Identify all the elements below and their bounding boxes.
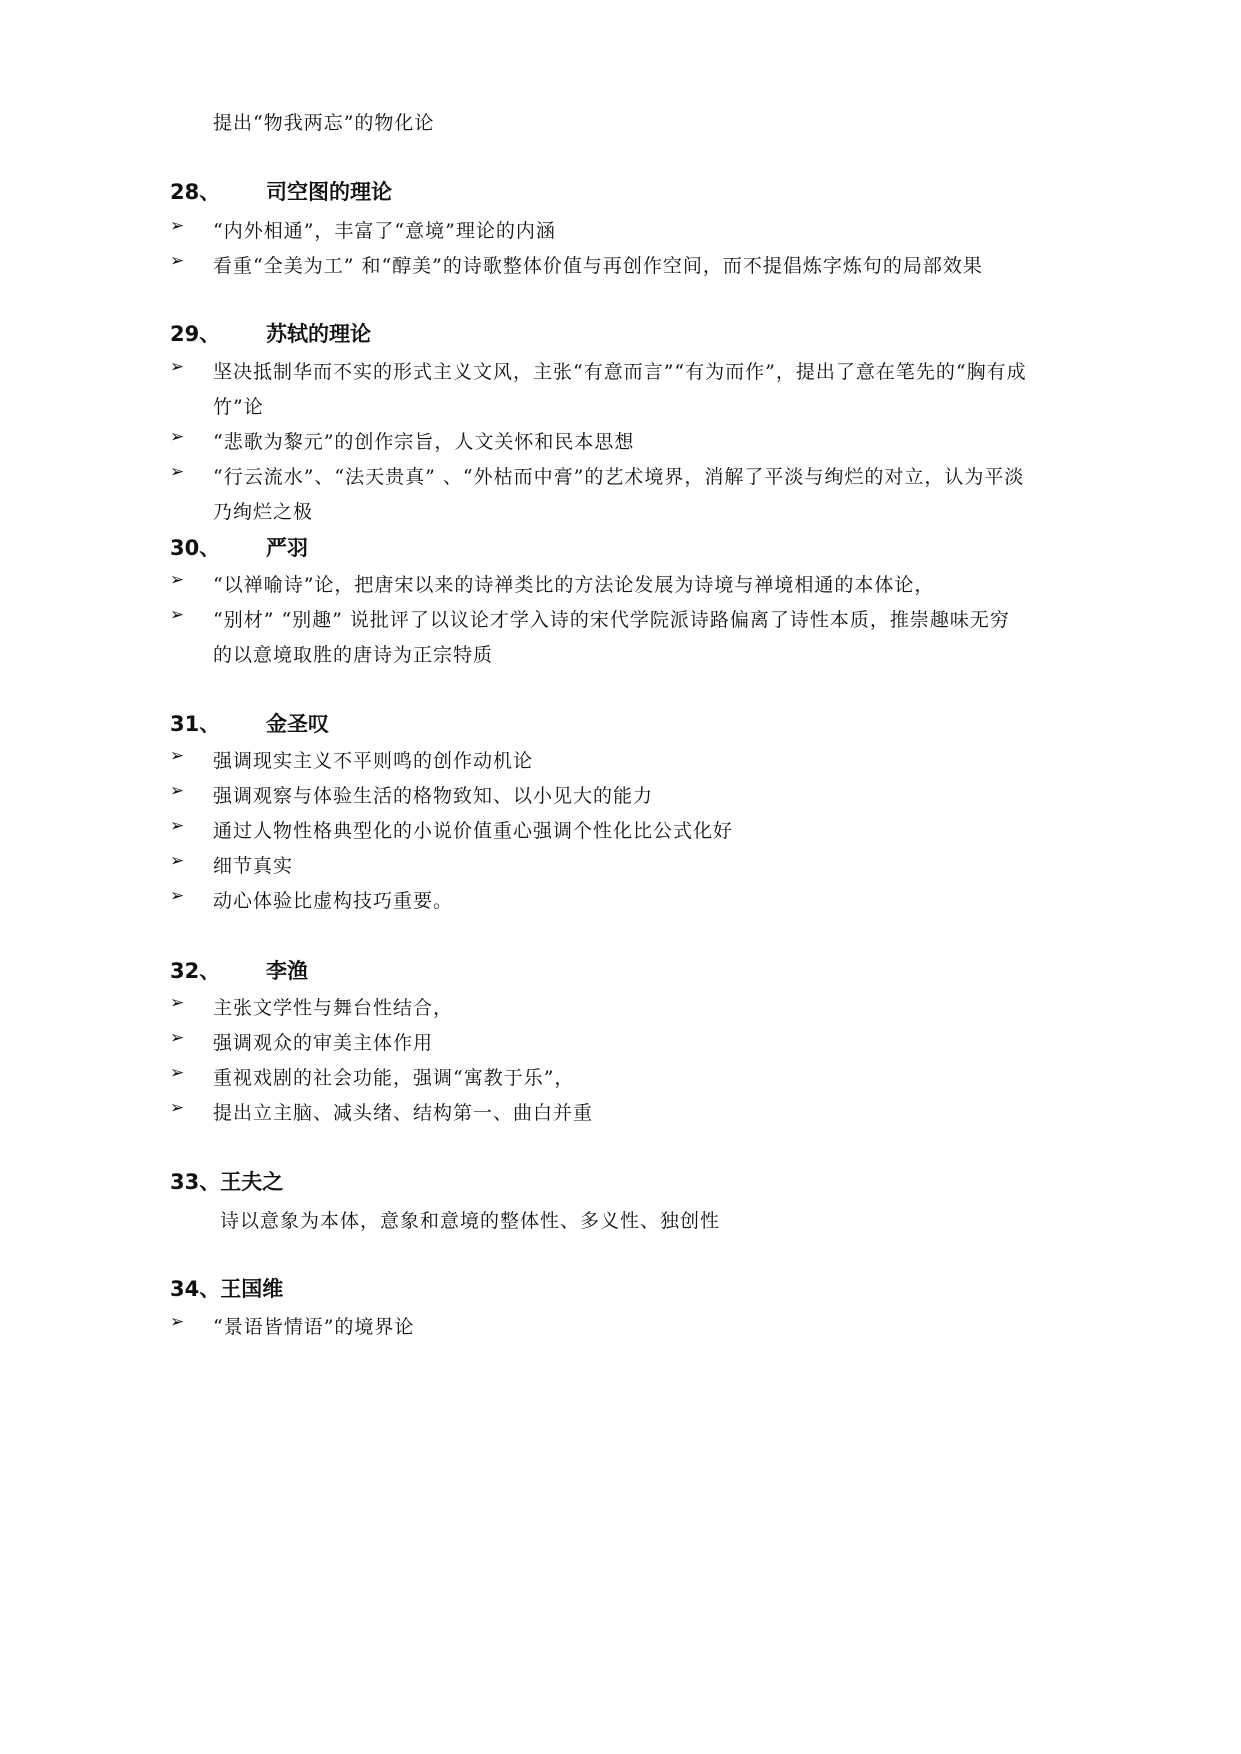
section-heading-30 (170, 532, 308, 562)
section-heading-32 (170, 955, 308, 985)
list-item-continuation: 乃绚烂之极 (213, 501, 314, 523)
arrow-bullet-icon: ➢ (170, 462, 186, 482)
section-title: 苏轼的理论 (266, 322, 371, 346)
arrow-bullet-icon: ➢ (170, 251, 186, 271)
list-item-text: “内外相通”，丰富了“意境”理论的内涵 (213, 220, 556, 242)
list-item-text: “悲歌为黎元”的创作宗旨，人文关怀和民本思想 (213, 431, 635, 453)
section-title: 金圣叹 (266, 712, 329, 736)
arrow-bullet-icon: ➢ (170, 1028, 186, 1048)
list-item-text: 细节真实 (213, 855, 294, 877)
section-heading-29 (170, 318, 371, 348)
section-heading-28 (170, 176, 392, 206)
arrow-bullet-icon: ➢ (170, 605, 186, 625)
arrow-bullet-icon: ➢ (170, 216, 186, 236)
section-number: 32、 (170, 959, 221, 983)
list-item-continuation: 的以意境取胜的唐诗为正宗特质 (213, 644, 494, 666)
list-item-text: 通过人物性格典型化的小说价值重心强调个性化比公式化好 (213, 820, 734, 842)
list-item-text: “以禅喻诗”论，把唐宋以来的诗禅类比的方法论发展为诗境与禅境相通的本体论， (213, 574, 935, 596)
arrow-bullet-icon: ➢ (170, 993, 186, 1013)
list-item-text: 强调观察与体验生活的格物致知、以小见大的能力 (213, 785, 654, 807)
list-item-text: 强调观众的审美主体作用 (213, 1032, 434, 1054)
section-number: 34、 (170, 1277, 221, 1301)
section-title: 李渔 (266, 959, 308, 983)
arrow-bullet-icon: ➢ (170, 427, 186, 447)
arrow-bullet-icon: ➢ (170, 851, 186, 871)
section-number: 30、 (170, 536, 221, 560)
intro-text: 提出“物我两忘”的物化论 (213, 112, 435, 134)
section-number: 31、 (170, 712, 221, 736)
section-title: 王国维 (220, 1277, 284, 1301)
list-item-text: 坚决抵制华而不实的形式主义文风，主张“有意而言”“有为而作”，提出了意在笔先的“胸有成 (213, 361, 1027, 383)
arrow-bullet-icon: ➢ (170, 570, 186, 590)
paragraph-text: 诗以意象为本体，意象和意境的整体性、多义性、独创性 (220, 1210, 721, 1232)
section-heading-31 (170, 708, 329, 738)
arrow-bullet-icon: ➢ (170, 1063, 186, 1083)
list-item-continuation: 竹”论 (213, 396, 264, 418)
list-item-text: 重视戏剧的社会功能，强调“寓教于乐”， (213, 1067, 575, 1089)
arrow-bullet-icon: ➢ (170, 1312, 186, 1332)
arrow-bullet-icon: ➢ (170, 816, 186, 836)
section-title: 王夫之 (220, 1170, 284, 1194)
list-item-text: 看重“全美为工” 和“醇美”的诗歌整体价值与再创作空间，而不提倡炼字炼句的局部效果 (213, 255, 983, 277)
section-title: 司空图的理论 (266, 180, 392, 204)
list-item-text: 动心体验比虚构技巧重要。 (213, 890, 454, 912)
list-item-text: “景语皆情语”的境界论 (213, 1316, 415, 1338)
section-number: 28、 (170, 180, 221, 204)
list-item-text: “别材” “别趣” 说批评了以议论才学入诗的宋代学院派诗路偏离了诗性本质，推崇趣味无穷 (213, 609, 1010, 631)
arrow-bullet-icon: ➢ (170, 886, 186, 906)
list-item-text: 提出立主脑、减头绪、结构第一、曲白并重 (213, 1102, 594, 1124)
list-item-text: 主张文学性与舞台性结合， (213, 997, 454, 1019)
section-heading-33 (170, 1166, 283, 1196)
arrow-bullet-icon: ➢ (170, 746, 186, 766)
section-number: 33、 (170, 1170, 221, 1194)
arrow-bullet-icon: ➢ (170, 781, 186, 801)
arrow-bullet-icon: ➢ (170, 1098, 186, 1118)
section-title: 严羽 (266, 536, 308, 560)
list-item-text: 强调现实主义不平则鸣的创作动机论 (213, 750, 534, 772)
list-item-text: “行云流水”、“法天贵真” 、“外枯而中膏”的艺术境界，消解了平淡与绚烂的对立，认为平淡 (213, 466, 1025, 488)
arrow-bullet-icon: ➢ (170, 357, 186, 377)
section-heading-34 (170, 1273, 283, 1303)
section-number: 29、 (170, 322, 221, 346)
